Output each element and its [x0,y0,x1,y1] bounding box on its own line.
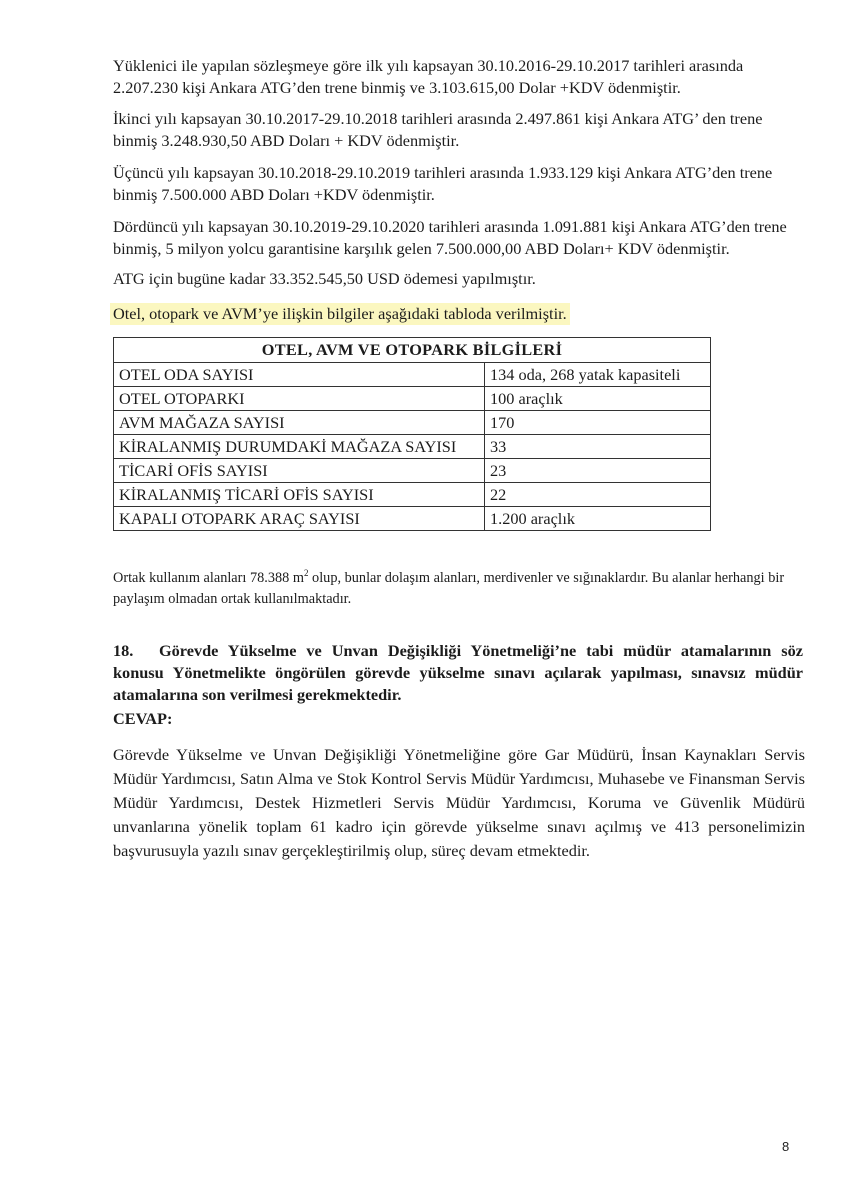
table-cell-value: 33 [485,435,711,459]
table-cell-value: 170 [485,411,711,435]
paragraph-first-year: Yüklenici ile yapılan sözleşmeye göre ilk yılı kapsayan 30.10.2016-29.10.2017 tarihleri arasında 2.207.230 kişi Ankara ATG’den trene binmiş ve 3.103.615,00 Dolar +KDV ödenmiştir. [113,56,744,97]
note-superscript: 2 [303,568,309,578]
table-row [114,411,711,435]
table-row [114,387,711,411]
table-row [114,507,711,531]
table-cell-label: OTEL ODA SAYISI [114,363,485,387]
page-number: 8 [782,1139,790,1154]
common-area-note [113,563,803,610]
table-cell-label: OTEL OTOPARKI [114,387,485,411]
table-cell-value: 134 oda, 268 yatak kapasiteli [485,363,711,387]
table-title: OTEL, AVM VE OTOPARK BİLGİLERİ [114,338,711,363]
table-cell-value: 22 [485,483,711,507]
table-row [114,363,711,387]
table-row [114,435,711,459]
paragraph-table-intro [113,303,803,325]
highlighted-text: Otel, otopark ve AVM’ye ilişkin bilgiler aşağıdaki tabloda verilmiştir. [110,303,570,325]
info-table [113,337,711,531]
table-cell-label: TİCARİ OFİS SAYISI [114,459,485,483]
note-text-end: olup, bunlar dolaşım alanları, merdivenler ve sığınaklardır. Bu alanlar herhangi bir paylaşım olmadan ortak kullanılmaktadır. [113,569,785,607]
table-header-row [114,338,711,363]
paragraph-second-year: İkinci yılı kapsayan 30.10.2017-29.10.2018 tarihleri arasında 2.497.861 kişi Ankara ATG’ den trene binmiş 3.248.930,50 ABD Doları + KDV ödenmiştir. [113,109,763,150]
answer-heading: CEVAP: [113,709,173,728]
paragraph-fourth-year: Dördüncü yılı kapsayan 30.10.2019-29.10.2020 tarihleri arasında 1.091.881 kişi Ankara ATG’den trene binmiş, 5 milyon yolcu garantisine karşılık gelen 7.500.000,00 ABD Doları+ KDV ödenmiştir. [113,217,787,258]
question-text: Görevde Yükselme ve Unvan Değişikliği Yönetmeliği’ne tabi müdür atamalarının söz konusu Yönetmelikte öngörülen görevde yükselme sınavı açılarak yapılması, sınavsız müdür atamalarına son verilmesi gerekmektedir. [113,641,803,704]
table-cell-label: AVM MAĞAZA SAYISI [114,411,485,435]
question-number: 18. [113,641,134,660]
table-cell-label: KİRALANMIŞ DURUMDAKİ MAĞAZA SAYISI [114,435,485,459]
table-row [114,483,711,507]
note-text-start: Ortak kullanım alanları 78.388 m [113,569,304,586]
table-cell-value: 100 araçlık [485,387,711,411]
table-cell-value: 1.200 araçlık [485,507,711,531]
answer-text: Görevde Yükselme ve Unvan Değişikliği Yönetmeliğine göre Gar Müdürü, İnsan Kaynakları Servis Müdür Yardımcısı, Satın Alma ve Stok Kontrol Servis Müdür Yardımcısı, Muhasebe ve Finansman Servis Müdür Yardımcısı, Destek Hizmetleri Servis Müdür Yardımcısı, Koruma ve Güvenlik Müdürü unvanlarına yönelik toplam 61 kadro için görevde yükselme sınavı açılmış ve 413 personelimizin başvurusuyla yazılı sınav gerçekleştirilmiş olup, süreç devam etmektedir. [113,745,805,860]
paragraph-total-payment: ATG için bugüne kadar 33.352.545,50 USD ödemesi yapılmıştır. [113,269,536,288]
table-cell-label: KAPALI OTOPARK ARAÇ SAYISI [114,507,485,531]
paragraph-third-year: Üçüncü yılı kapsayan 30.10.2018-29.10.2019 tarihleri arasında 1.933.129 kişi Ankara ATG’den trene binmiş 7.500.000 ABD Doları +KDV ödenmiştir. [113,163,773,204]
table-row [114,459,711,483]
table-cell-label: KİRALANMIŞ TİCARİ OFİS SAYISI [114,483,485,507]
table-cell-value: 23 [485,459,711,483]
question-paragraph [113,640,803,706]
